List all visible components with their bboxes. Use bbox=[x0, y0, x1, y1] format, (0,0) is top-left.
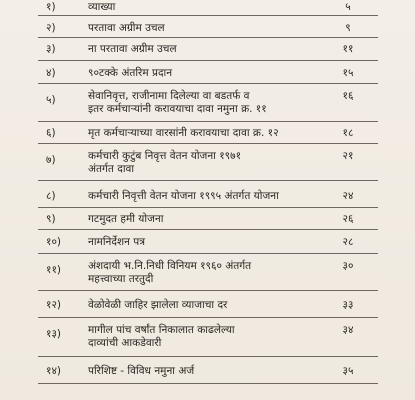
entry-number: ७) bbox=[46, 154, 56, 166]
entry-number: ४) bbox=[46, 67, 56, 79]
entry-title bbox=[88, 260, 313, 286]
entry-number: १) bbox=[46, 1, 56, 13]
entry-number: २) bbox=[46, 22, 56, 34]
entry-number: ९) bbox=[46, 213, 56, 225]
entry-title bbox=[88, 190, 313, 203]
entry-page-number: २६ bbox=[342, 213, 354, 225]
entry-title bbox=[88, 1, 313, 14]
divider-line bbox=[38, 317, 378, 318]
entry-title-line: अंशदायी भ.नि.निधी विनियम १९६० अंतर्गत bbox=[88, 260, 252, 272]
entry-page-number: २१ bbox=[342, 150, 354, 162]
entry-page-number: ११ bbox=[342, 43, 354, 55]
entry-title bbox=[88, 43, 313, 56]
entry-title-line: व्याख्या bbox=[88, 1, 116, 13]
entry-page-number: ९ bbox=[345, 22, 351, 34]
entry-page-number: १५ bbox=[342, 67, 354, 79]
divider-line bbox=[38, 15, 378, 16]
entry-title-line: परतावा अग्रीम उचल bbox=[88, 22, 165, 34]
entry-title-line: सेवानिवृत्त, राजीनामा दिलेल्या वा बडतर्फ व bbox=[88, 90, 250, 102]
divider-line bbox=[38, 207, 378, 208]
entry-number: ८) bbox=[46, 190, 56, 202]
entry-title-line: महत्त्वाच्या तरतुदी bbox=[88, 273, 154, 285]
divider-line bbox=[38, 83, 378, 84]
entry-title bbox=[88, 213, 313, 226]
entry-title-line: ना परतावा अग्रीम उचल bbox=[88, 43, 177, 55]
divider-line bbox=[38, 356, 378, 357]
entry-title bbox=[88, 127, 313, 140]
entry-title bbox=[88, 299, 313, 312]
entry-title-line: इतर कर्मचाऱ्यांनी करावयाचा दावा नमुना क्र. ११ bbox=[88, 103, 267, 115]
entry-title-line: वेळोवेळी जाहिर झालेला व्याजाचा दर bbox=[88, 299, 228, 311]
entry-title-line: मागील पांच वर्षांत निकालात काढलेल्या bbox=[88, 324, 235, 336]
divider-line bbox=[38, 180, 378, 181]
divider-line bbox=[38, 37, 378, 38]
entry-title-line: ९०टक्के अंतरिम प्रदान bbox=[88, 67, 173, 79]
entry-title bbox=[88, 365, 313, 378]
entry-title-line: कर्मचारी निवृत्ती वेतन योजना १९९५ अंतर्गत योजना bbox=[88, 190, 279, 202]
divider-line bbox=[38, 383, 378, 384]
divider-line bbox=[38, 143, 378, 144]
entry-number: १३) bbox=[46, 328, 62, 340]
entry-title bbox=[88, 67, 313, 80]
entry-page-number: ३५ bbox=[342, 365, 354, 377]
entry-title-line: कर्मचारी कुटुंब निवृत्त वेतन योजना १९७१ bbox=[88, 150, 242, 162]
entry-title-line: नामनिर्देशन पत्र bbox=[88, 236, 146, 248]
entry-page-number: ३४ bbox=[342, 324, 354, 336]
divider-line bbox=[38, 253, 378, 254]
entry-title bbox=[88, 90, 313, 116]
divider-line bbox=[38, 121, 378, 122]
entry-title bbox=[88, 22, 313, 35]
entry-title-line: अंतर्गत दावा bbox=[88, 163, 135, 175]
entry-page-number: २८ bbox=[342, 236, 354, 248]
entry-title bbox=[88, 150, 313, 176]
entry-title-line: मृत कर्मचाऱ्याच्या वारसांनी करावयाचा दावा क्र. १२ bbox=[88, 127, 279, 139]
entry-number: ३) bbox=[46, 43, 56, 55]
entry-title-line: गटमुदत हमी योजना bbox=[88, 213, 164, 225]
entry-number: ५) bbox=[46, 94, 56, 106]
divider-line bbox=[38, 229, 378, 230]
entry-page-number: १६ bbox=[342, 90, 354, 102]
entry-page-number: २४ bbox=[342, 190, 354, 202]
entry-number: १२) bbox=[46, 299, 62, 311]
entry-page-number: ५ bbox=[345, 1, 351, 13]
divider-line bbox=[38, 290, 378, 291]
entry-page-number: १८ bbox=[342, 127, 354, 139]
entry-title-line: परिशिष्ट - विविध नमुना अर्ज bbox=[88, 365, 195, 377]
entry-page-number: ३० bbox=[342, 260, 354, 272]
divider-line bbox=[38, 60, 378, 61]
entry-title-line: दाव्यांची आकडेवारी bbox=[88, 337, 162, 349]
entry-number: १०) bbox=[46, 236, 62, 248]
entry-title bbox=[88, 324, 313, 350]
entry-number: १४) bbox=[46, 365, 62, 377]
entry-title bbox=[88, 236, 313, 249]
entry-number: ६) bbox=[46, 127, 56, 139]
entry-number: ११) bbox=[46, 264, 62, 276]
entry-page-number: ३३ bbox=[342, 299, 354, 311]
